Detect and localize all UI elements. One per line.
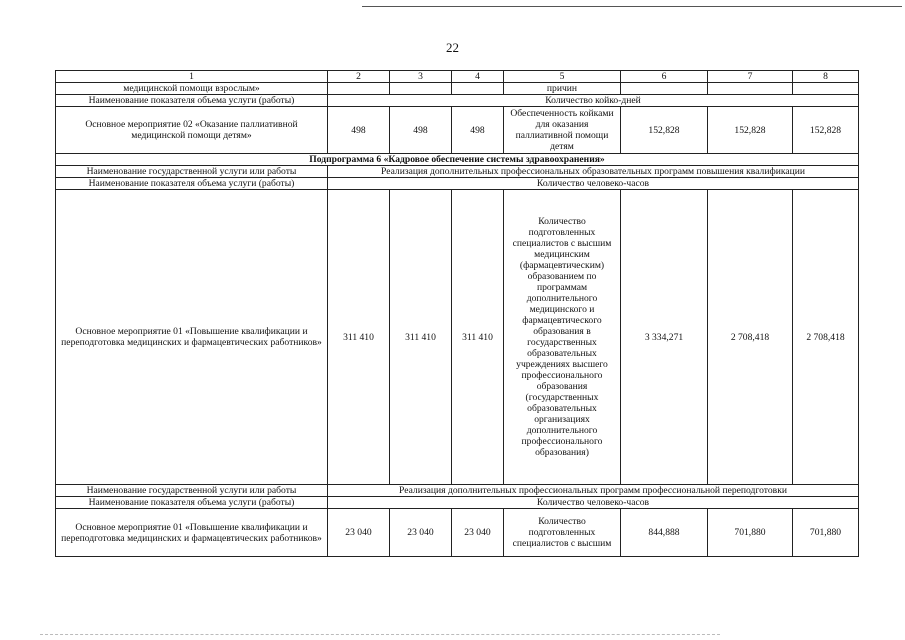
activity-name: Основное мероприятие 01 «Повышение квалификации и переподготовка медицинских и фармацевтических работников» [56, 509, 328, 557]
indicator-description: Количество подготовленных специалистов с высшим [504, 509, 621, 557]
activity-name: Основное мероприятие 01 «Повышение квалификации и переподготовка медицинских и фармацевтических работников» [56, 190, 328, 485]
indicator-description: причин [504, 83, 621, 95]
row-name: Наименование государственной услуги или работы [56, 166, 328, 178]
column-number: 5 [504, 71, 621, 83]
scan-edge-noise [40, 634, 720, 635]
row-name: Наименование государственной услуги или работы [56, 485, 328, 497]
table-row [56, 107, 859, 154]
empty-cell [621, 83, 708, 95]
row-name: Наименование показателя объема услуги (работы) [56, 178, 328, 190]
column-number: 1 [56, 71, 328, 83]
table-row [56, 95, 859, 107]
value-cell: 152,828 [793, 107, 859, 154]
value-cell: 152,828 [708, 107, 793, 154]
row-name: Наименование показателя объема услуги (работы) [56, 95, 328, 107]
value-cell: 23 040 [390, 509, 452, 557]
column-number: 3 [390, 71, 452, 83]
value-cell: 3 334,271 [621, 190, 708, 485]
empty-cell [390, 83, 452, 95]
value-cell: 23 040 [452, 509, 504, 557]
value-cell: 498 [390, 107, 452, 154]
value-cell: 152,828 [621, 107, 708, 154]
column-number: 6 [621, 71, 708, 83]
subprogram-title: Подпрограмма 6 «Кадровое обеспечение системы здравоохранения» [56, 154, 859, 166]
merged-value: Количество койко-дней [328, 95, 859, 107]
table-row [56, 154, 859, 166]
column-number: 4 [452, 71, 504, 83]
value-cell: 844,888 [621, 509, 708, 557]
column-number-row [56, 71, 859, 83]
column-number: 7 [708, 71, 793, 83]
column-number: 2 [328, 71, 390, 83]
table-row [56, 497, 859, 509]
table-row [56, 485, 859, 497]
row-name: Наименование показателя объема услуги (работы) [56, 497, 328, 509]
table-row [56, 178, 859, 190]
table-row [56, 509, 859, 557]
row-name: медицинской помощи взрослым» [56, 83, 328, 95]
page-number: 22 [446, 40, 459, 55]
indicator-description: Количество подготовленных специалистов с высшим медицинским (фармацевтическим) образованием по программам дополнительного медицинского и фармацевтического образования в государственных образовательных учреждениях высшего профессионального образования (государственных образовательных организациях дополнительного профессионального образования) [504, 190, 621, 485]
column-number: 8 [793, 71, 859, 83]
merged-value: Количество человеко-часов [328, 178, 859, 190]
merged-value: Количество человеко-часов [328, 497, 859, 509]
value-cell: 2 708,418 [793, 190, 859, 485]
value-cell: 498 [328, 107, 390, 154]
empty-cell [452, 83, 504, 95]
empty-cell [793, 83, 859, 95]
table-row [56, 83, 859, 95]
table-row [56, 166, 859, 178]
program-indicators-table [55, 70, 859, 557]
value-cell: 701,880 [708, 509, 793, 557]
value-cell: 498 [452, 107, 504, 154]
value-cell: 23 040 [328, 509, 390, 557]
indicator-description: Обеспеченность койками для оказания паллиативной помощи детям [504, 107, 621, 154]
value-cell: 2 708,418 [708, 190, 793, 485]
value-cell: 311 410 [328, 190, 390, 485]
empty-cell [708, 83, 793, 95]
value-cell: 311 410 [390, 190, 452, 485]
table-row [56, 190, 859, 485]
value-cell: 311 410 [452, 190, 504, 485]
merged-value: Реализация дополнительных профессиональных образовательных программ повышения квалификации [328, 166, 859, 178]
activity-name: Основное мероприятие 02 «Оказание паллиативной медицинской помощи детям» [56, 107, 328, 154]
merged-value: Реализация дополнительных профессиональных программ профессиональной переподготовки [328, 485, 859, 497]
top-rule [362, 6, 902, 7]
value-cell: 701,880 [793, 509, 859, 557]
empty-cell [328, 83, 390, 95]
